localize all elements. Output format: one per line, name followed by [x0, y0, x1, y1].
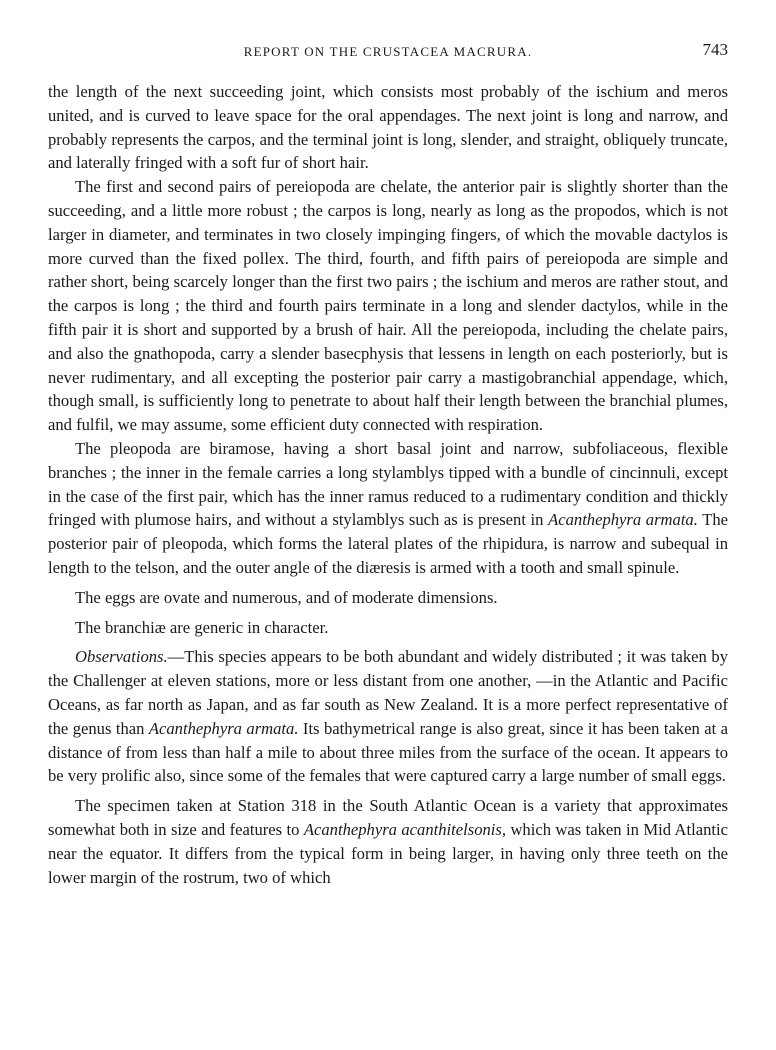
paragraph-4: [48, 586, 728, 610]
italic-text: Acanthephyra acanthitelsonis,: [303, 819, 507, 839]
text-run: the length of the next succeeding joint, which consists most probably of the ischium and meros united, and is curved to leave space for the oral appendages. The next joint is long and narrow, and probably represents the carpos, and the terminal joint is long, slender, and straight, obliquely truncate, and laterally fringed with a soft fur of short hair.: [48, 82, 728, 173]
paragraph-2: [48, 175, 728, 437]
body-text: [48, 80, 728, 889]
page-header: [48, 40, 728, 66]
document-page: [48, 40, 728, 889]
paragraph-7: [48, 794, 728, 889]
paragraph-1: [48, 80, 728, 175]
paragraph-3: [48, 437, 728, 580]
text-run: The first and second pairs of pereiopoda are chelate, the anterior pair is slightly shorter than the succeeding, and a little more robust ; the carpos is long, nearly as long as the propodos, which is not larger in diameter, and terminates in two closely impinging fingers, of which the movable dactylos is more curved than the fixed pollex. The third, fourth, and fifth pairs of pereiopoda are simple and rather short, being scarcely longer than the first two pairs ; the ischium and meros are rather stout, and the carpos is long ; the third and fourth pairs terminate in a long and slender dactylos, while in the fifth pair it is short and supported by a brush of hair. All the pereiopoda, including the chelate pairs, and also the gnathopoda, carry a slender basecphysis that lessens in length on each posteriorly, but is never rudimentary, and all excepting the posterior pair carry a mastigobranchial appendage, which, though small, is sufficiently long to penetrate to about half their length between the branchial plumes, and fulfil, we may assume, some efficient duty connected with respiration.: [48, 177, 728, 435]
text-run: The branchiæ are generic in character.: [75, 617, 329, 637]
text-run: The eggs are ovate and numerous, and of moderate dimensions.: [75, 587, 498, 607]
page-number: 743: [702, 40, 728, 59]
text-run: Its bathymetrical range is also great, since it has been taken at a distance of from less than half a mile to about three miles from the surface of the ocean. It appears to be very prolific also, since some of the females that were captured carry a large number of small eggs.: [48, 718, 728, 786]
italic-text: Observations.: [75, 647, 168, 667]
text-run: —This species appears to be both abundant and widely distributed ; it was taken by the Challenger at eleven stations, more or less distant from one another, —in the Atlantic and Pacific Oceans, as far north as Japan, and as far south as New Zealand. It is a more perfect representative of the genus than: [48, 647, 728, 738]
text-run: The specimen taken at Station 318 in the South Atlantic Ocean is a variety that approximates somewhat both in size and features to: [48, 796, 728, 839]
text-run: which was taken in Mid Atlantic near the equator. It differs from the typical form in being larger, in having only three teeth on the lower margin of the rostrum, two of which: [48, 819, 728, 887]
paragraph-6: [48, 645, 728, 788]
paragraph-5: [48, 616, 728, 640]
running-title: REPORT ON THE CRUSTACEA MACRURA.: [243, 44, 533, 59]
text-run: The pleopoda are biramose, having a short basal joint and narrow, subfoliaceous, flexible branches ; the inner in the female carries a long stylamblys tipped with a bundle of cincinnuli, except in the case of the first pair, which has the inner ramus reduced to a rudimentary condition and thickly fringed with plumose hairs, and without a stylamblys such as is present in: [48, 438, 728, 530]
italic-text: Acanthephyra armata.: [548, 510, 698, 530]
text-run: The posterior pair of pleopoda, which forms the lateral plates of the rhipidura, is narrow and subequal in length to the telson, and the outer angle of the diæresis is armed with a tooth and small spinule.: [48, 510, 729, 577]
italic-text: Acanthephyra armata.: [148, 718, 299, 738]
